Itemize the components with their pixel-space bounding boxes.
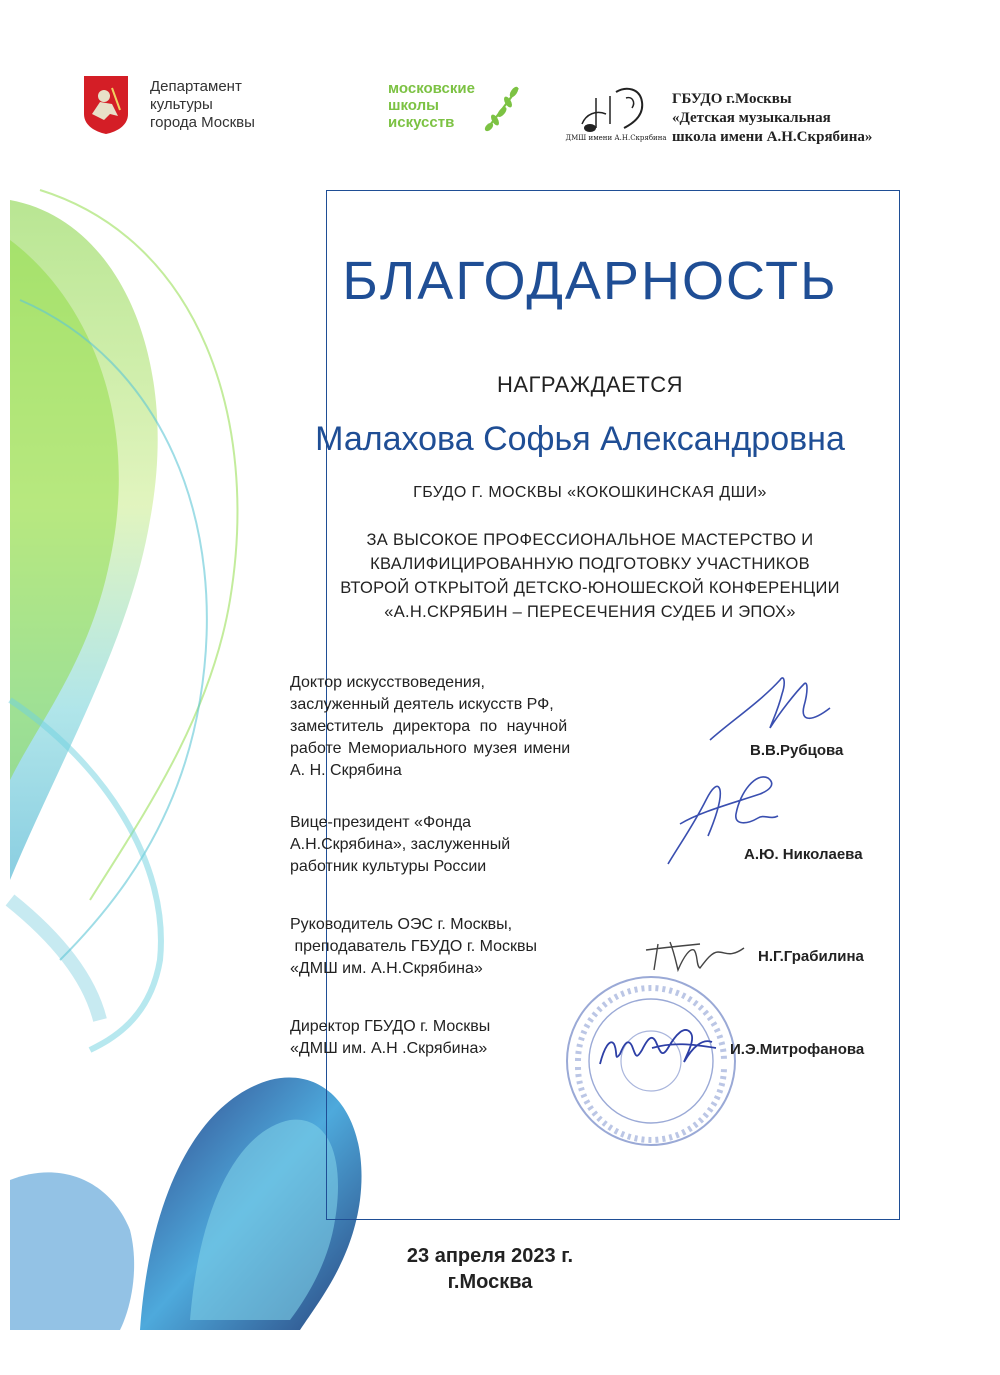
school-emblem-icon <box>565 84 667 144</box>
svg-text:ДМШ имени А.Н.Скрябина: ДМШ имени А.Н.Скрябина <box>565 134 667 142</box>
moscow-art-schools-logo: московские школы искусств <box>388 80 475 131</box>
recipient-name: Малахова Софья Александровна <box>315 420 845 458</box>
recipient-organization: ГБУДО Г. МОСКВЫ «КОКОШКИНСКАЯ ДШИ» <box>413 484 767 501</box>
signatory-4-name: И.Э.Митрофанова <box>730 1041 865 1058</box>
certificate-title: БЛАГОДАРНОСТЬ <box>342 251 838 311</box>
school-name: ГБУДО г.Москвы «Детская музыкальная школа имени А.Н.Скрябина» <box>672 91 873 145</box>
signatory-1-title: Доктор искусствоведения, заслуженный деятель искусств РФ, заместитель директора по научной работе Мемориального музея имени А. Н. Скрябина <box>290 674 571 779</box>
signatory-3-name: Н.Г.Грабилина <box>758 948 864 965</box>
signatory-2-name: А.Ю. Николаева <box>744 846 863 863</box>
award-reason: ЗА ВЫСОКОЕ ПРОФЕССИОНАЛЬНОЕ МАСТЕРСТВО И КВАЛИФИЦИРОВАННУЮ ПОДГОТОВКУ УЧАСТНИКОВ ВТОРОЙ ОТКРЫТОЙ ДЕТСКО-ЮНОШЕСКОЙ КОНФЕРЕНЦИИ «А.Н.СКРЯБИН – ПЕРЕСЕЧЕНИЯ СУДЕБ И ЭПОХ» <box>340 531 840 621</box>
department-name: Департамент культуры города Москвы <box>150 78 255 131</box>
signatory-3-title: Руководитель ОЭС г. Москвы, преподаватель ГБУДО г. Москвы «ДМШ им. А.Н.Скрябина» <box>290 916 537 977</box>
signature-1 <box>700 662 840 752</box>
signature-4 <box>592 1008 722 1080</box>
awarded-label: НАГРАЖДАЕТСЯ <box>496 372 684 397</box>
leaf-sprig-icon <box>478 82 528 134</box>
issue-date-place: 23 апреля 2023 г. г.Москва <box>406 1245 574 1293</box>
signatory-2-title: Вице-президент «Фонда А.Н.Скрябина», заслуженный работник культуры России <box>290 814 511 875</box>
moscow-coat-of-arms-icon <box>82 74 130 136</box>
signatory-4-title: Директор ГБУДО г. Москвы «ДМШ им. А.Н .Скрябина» <box>290 1018 491 1057</box>
signatory-1-name: В.В.Рубцова <box>750 742 844 759</box>
